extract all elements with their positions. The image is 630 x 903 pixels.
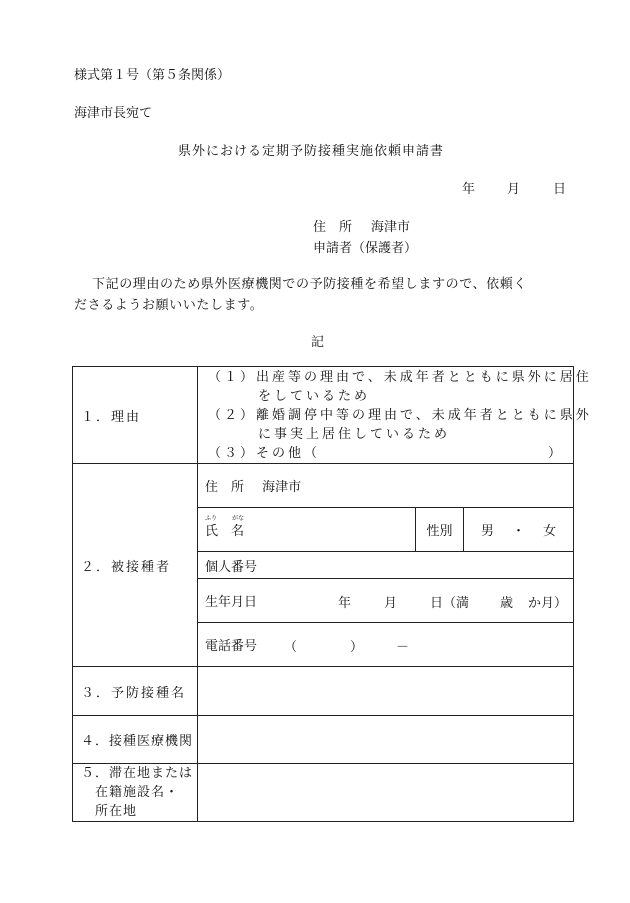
application-form-table [72, 366, 592, 822]
vaccine-name-label: ３．予防接種名 [73, 667, 198, 716]
reason-option-2[interactable]: （２）離婚調停中等の理由で、未成年者とともに県外 [208, 407, 592, 423]
stay-location-row [73, 764, 574, 822]
ruby-gana: がな [232, 515, 245, 522]
vaccinee-address-field[interactable] [198, 464, 574, 508]
clinic-field[interactable] [198, 716, 574, 764]
document-title: 県外における定期予防接種実施依頼申請書 [178, 144, 445, 159]
clinic-label: ４．接種医療機関 [73, 716, 198, 764]
sex-female-option[interactable]: 女 [543, 524, 557, 539]
phone-close-paren: ） [350, 640, 364, 655]
personal-number-field[interactable] [198, 552, 574, 579]
vaccinee-address-row [73, 464, 574, 508]
stay-location-field[interactable] [198, 764, 574, 822]
vaccinee-name-label: 氏 名 [205, 524, 245, 539]
reason-option-3[interactable]: （３）その他（ ） [208, 445, 562, 461]
stay-location-label [73, 764, 198, 822]
reason-option-1-cont: をしているため [258, 388, 371, 404]
date-day-label: 日 [553, 182, 567, 197]
dob-age-months: か月） [528, 596, 568, 611]
phone-dash: － [396, 640, 410, 655]
sex-options [464, 508, 574, 552]
reason-option-2-cont: に事実上居住しているため [258, 426, 451, 442]
phone-open-paren: （ [284, 640, 298, 655]
dob-month: 月 [384, 596, 398, 611]
reason-options [198, 367, 592, 464]
vaccinee-name-field[interactable] [198, 508, 416, 552]
clinic-row [73, 716, 574, 764]
addressee: 海津市長宛て [74, 106, 153, 121]
reason-option-1[interactable]: （１）出産等の理由で、未成年者とともに県外に居住 [208, 369, 592, 385]
dob-day: 日（満 [430, 596, 470, 611]
sex-separator: ・ [512, 524, 526, 539]
vaccine-name-row [73, 667, 574, 716]
body-line-1: 下記の理由のため県外医療機関での予防接種を希望しますので、依頼く [92, 277, 527, 292]
dob-year: 年 [338, 596, 352, 611]
phone-field[interactable] [198, 623, 574, 667]
vaccinee-label: ２．被接種者 [73, 464, 198, 667]
applicant-address-value: 海津市 [371, 220, 411, 235]
applicant-address-label: 住 所 [313, 220, 353, 235]
personal-number-label: 個人番号 [205, 559, 258, 575]
applicant-name-label: 申請者（保護者） [313, 241, 418, 256]
dob-label: 生年月日 [205, 595, 258, 610]
vaccinee-address-value: 海津市 [262, 480, 302, 495]
body-line-2: ださるようお願いいたします。 [74, 298, 264, 313]
vaccinee-address-label: 住 所 [205, 480, 245, 495]
date-month-label: 月 [507, 182, 521, 197]
sex-male-option[interactable]: 男 [480, 524, 494, 539]
stay-label-line-1: ５．滞在地または [81, 766, 194, 781]
sex-label-cell: 性別 [416, 508, 464, 552]
reason-label: １．理由 [73, 367, 198, 464]
date-year-label: 年 [462, 182, 476, 197]
form-number: 様式第１号（第５条関係） [74, 68, 231, 83]
phone-label: 電話番号 [205, 639, 258, 654]
reason-other-close: ） [548, 445, 562, 461]
stay-label-line-2: 在籍施設名・ [95, 785, 180, 800]
vaccine-name-field[interactable] [198, 667, 574, 716]
stay-label-line-3: 所在地 [95, 804, 138, 819]
dob-age-years: 歳 [500, 596, 514, 611]
ki-heading: 記 [311, 335, 325, 350]
dob-field[interactable] [198, 579, 574, 623]
ruby-furi: ふり [205, 515, 218, 522]
reason-row [73, 367, 574, 464]
